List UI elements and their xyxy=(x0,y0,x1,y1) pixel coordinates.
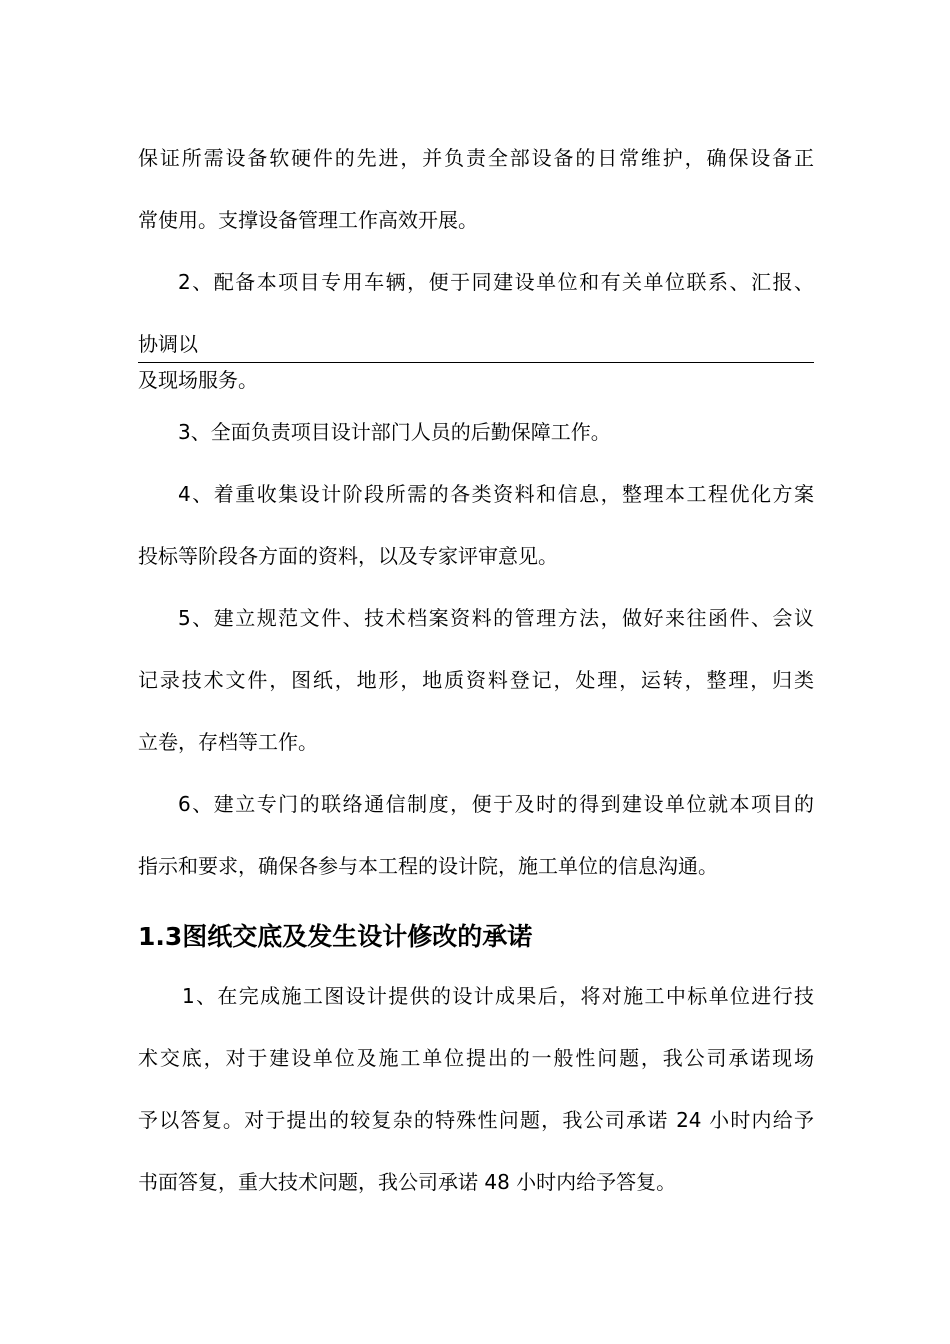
paragraph-line: 立卷，存档等工作。 xyxy=(138,730,318,754)
horizontal-rule xyxy=(138,362,814,363)
paragraph-line: 常使用。支撑设备管理工作高效开展。 xyxy=(138,208,478,232)
paragraph-line: 1、在完成施工图设计提供的设计成果后，将对施工中标单位进行技 xyxy=(182,984,814,1008)
paragraph-line: 4、着重收集设计阶段所需的各类资料和信息，整理本工程优化方案 xyxy=(178,482,814,506)
paragraph-line: 2、配备本项目专用车辆，便于同建设单位和有关单位联系、汇报、 xyxy=(178,270,814,294)
paragraph-line: 术交底，对于建设单位及施工单位提出的一般性问题，我公司承诺现场 xyxy=(138,1046,814,1070)
paragraph-line: 6、建立专门的联络通信制度，便于及时的得到建设单位就本项目的 xyxy=(178,792,814,816)
section-heading: 1.3图纸交底及发生设计修改的承诺 xyxy=(138,922,533,951)
paragraph-line: 协调以 xyxy=(138,332,198,356)
paragraph-line: 5、建立规范文件、技术档案资料的管理方法，做好来往函件、会议 xyxy=(178,606,814,630)
paragraph-line: 记录技术文件，图纸，地形，地质资料登记，处理，运转，整理，归类 xyxy=(138,668,814,692)
paragraph-line: 予以答复。对于提出的较复杂的特殊性问题，我公司承诺 24 小时内给予 xyxy=(138,1108,814,1132)
paragraph-line: 投标等阶段各方面的资料，以及专家评审意见。 xyxy=(138,544,558,568)
paragraph-line: 指示和要求，确保各参与本工程的设计院，施工单位的信息沟通。 xyxy=(138,854,718,878)
paragraph-line: 3、全面负责项目设计部门人员的后勤保障工作。 xyxy=(178,420,611,444)
paragraph-line: 及现场服务。 xyxy=(138,368,258,392)
paragraph-line: 保证所需设备软硬件的先进，并负责全部设备的日常维护，确保设备正 xyxy=(138,146,814,170)
paragraph-line: 书面答复，重大技术问题，我公司承诺 48 小时内给予答复。 xyxy=(138,1170,677,1194)
